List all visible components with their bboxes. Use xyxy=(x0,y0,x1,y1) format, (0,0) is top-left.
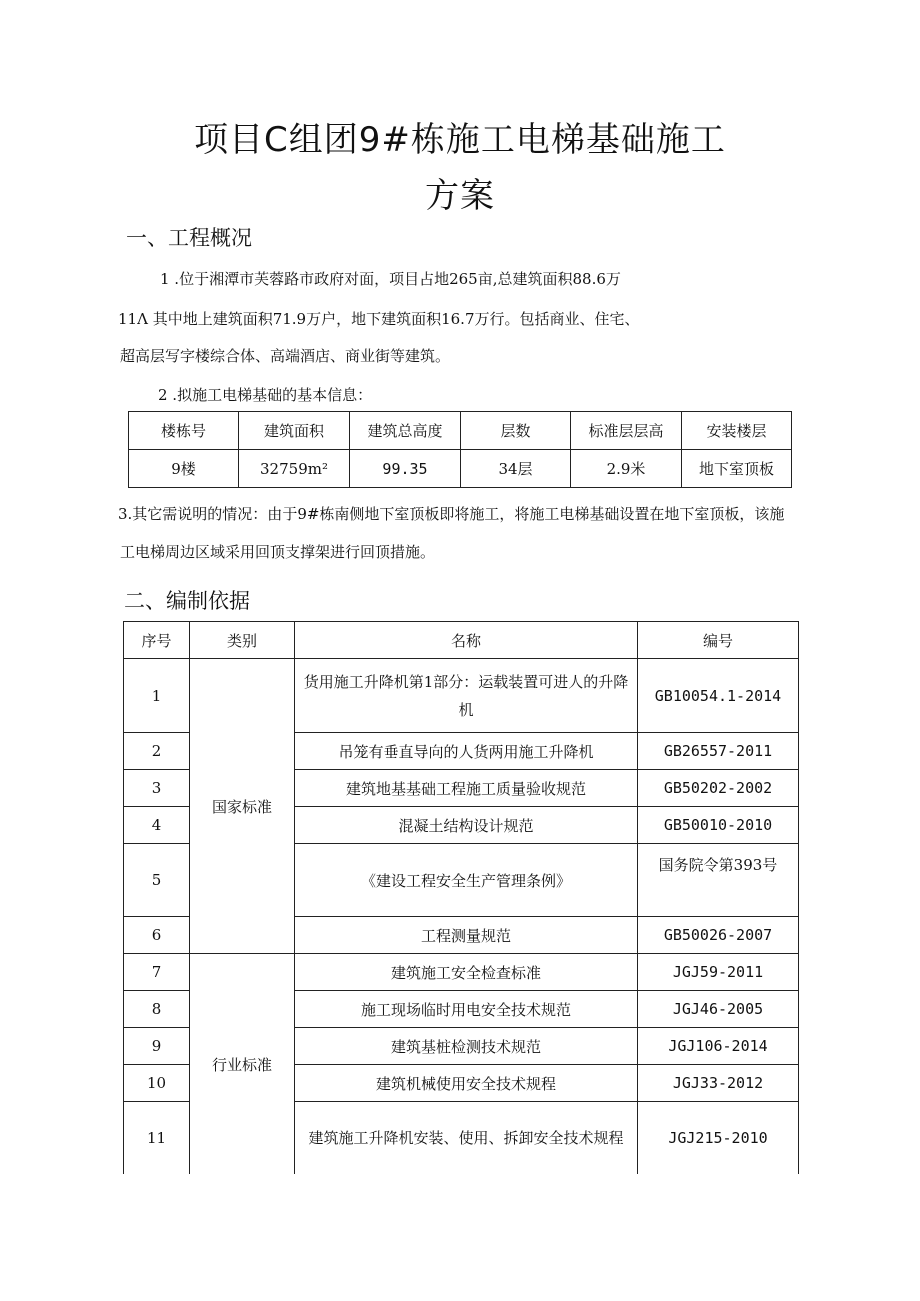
elevator-info-table xyxy=(128,411,792,488)
row-name: 《建设工程安全生产管理条例》 xyxy=(295,844,638,917)
header-cell: 序号 xyxy=(124,622,190,659)
row-number: 5 xyxy=(124,844,190,917)
row-name: 建筑地基基础工程施工质量验收规范 xyxy=(295,770,638,807)
row-name: 建筑基桩检测技术规范 xyxy=(295,1028,638,1065)
table-row xyxy=(124,659,799,733)
row-number: 2 xyxy=(124,733,190,770)
row-number: 7 xyxy=(124,954,190,991)
row-name: 建筑机械使用安全技术规程 xyxy=(295,1065,638,1102)
row-code: GB26557-2011 xyxy=(638,733,799,770)
row-code: GB50026-2007 xyxy=(638,917,799,954)
standards-table xyxy=(123,621,799,1174)
info-cell: 32759m² xyxy=(239,450,350,488)
category-national: 国家标准 xyxy=(190,659,295,954)
info-header-cell: 楼栋号 xyxy=(129,412,239,450)
info-header-cell: 层数 xyxy=(461,412,571,450)
header-cell: 名称 xyxy=(295,622,638,659)
header-cell: 类别 xyxy=(190,622,295,659)
overview-para1-line3: 超高层写字楼综合体、高端酒店、商业街等建筑。 xyxy=(120,347,451,365)
document-title-line2: 方案 xyxy=(425,176,495,216)
overview-para3-line1: 3.其它需说明的情况：由于9#栋南侧地下室顶板即将施工，将施工电梯基础设置在地下室顶板，该施 xyxy=(118,505,785,523)
info-cell: 99.35 xyxy=(350,450,461,488)
overview-para1-line2: 11Λ 其中地上建筑面积71.9万户，地下建筑面积16.7万行。包括商业、住宅、 xyxy=(118,310,640,328)
row-name: 建筑施工升降机安装、使用、拆卸安全技术规程 xyxy=(295,1102,638,1174)
overview-para3-line2: 工电梯周边区域采用回顶支撑架进行回顶措施。 xyxy=(120,543,436,561)
row-number: 9 xyxy=(124,1028,190,1065)
row-number: 11 xyxy=(124,1102,190,1174)
row-number: 3 xyxy=(124,770,190,807)
info-header-cell: 标准层层高 xyxy=(571,412,682,450)
row-code: JGJ59-2011 xyxy=(638,954,799,991)
row-name: 吊笼有垂直导向的人货两用施工升降机 xyxy=(295,733,638,770)
document-title-line1: 项目C组团9#栋施工电梯基础施工 xyxy=(194,120,726,160)
section2-heading: 二、编制依据 xyxy=(124,589,250,613)
row-number: 6 xyxy=(124,917,190,954)
info-header-cell: 建筑总高度 xyxy=(350,412,461,450)
row-code: 国务院令第393号 xyxy=(638,844,799,917)
row-code: JGJ106-2014 xyxy=(638,1028,799,1065)
section1-heading: 一、工程概况 xyxy=(126,226,252,250)
overview-para2: 2 .拟施工电梯基础的基本信息： xyxy=(158,386,373,404)
info-cell: 2.9米 xyxy=(571,450,682,488)
row-name: 货用施工升降机第1部分：运载装置可进人的升降机 xyxy=(295,659,638,733)
info-table-row xyxy=(129,450,792,488)
category-industry: 行业标准 xyxy=(190,954,295,1174)
row-name: 施工现场临时用电安全技术规范 xyxy=(295,991,638,1028)
row-number: 8 xyxy=(124,991,190,1028)
header-cell: 编号 xyxy=(638,622,799,659)
row-number: 4 xyxy=(124,807,190,844)
row-number: 10 xyxy=(124,1065,190,1102)
info-cell: 9楼 xyxy=(129,450,239,488)
row-code: JGJ46-2005 xyxy=(638,991,799,1028)
row-name: 工程测量规范 xyxy=(295,917,638,954)
row-code: JGJ33-2012 xyxy=(638,1065,799,1102)
info-table-header xyxy=(129,412,792,450)
row-name: 混凝土结构设计规范 xyxy=(295,807,638,844)
table-row xyxy=(124,954,799,991)
row-code: GB50010-2010 xyxy=(638,807,799,844)
row-name: 建筑施工安全检查标准 xyxy=(295,954,638,991)
standards-header xyxy=(124,622,799,659)
info-header-cell: 安装楼层 xyxy=(682,412,792,450)
row-code: GB10054.1-2014 xyxy=(638,659,799,733)
info-cell: 地下室顶板 xyxy=(682,450,792,488)
info-header-cell: 建筑面积 xyxy=(239,412,350,450)
row-code: GB50202-2002 xyxy=(638,770,799,807)
overview-para1-line1: 1 .位于湘潭市芙蓉路市政府对面，项目占地265亩,总建筑面积88.6万 xyxy=(160,270,621,288)
row-code: JGJ215-2010 xyxy=(638,1102,799,1174)
row-number: 1 xyxy=(124,659,190,733)
info-cell: 34层 xyxy=(461,450,571,488)
